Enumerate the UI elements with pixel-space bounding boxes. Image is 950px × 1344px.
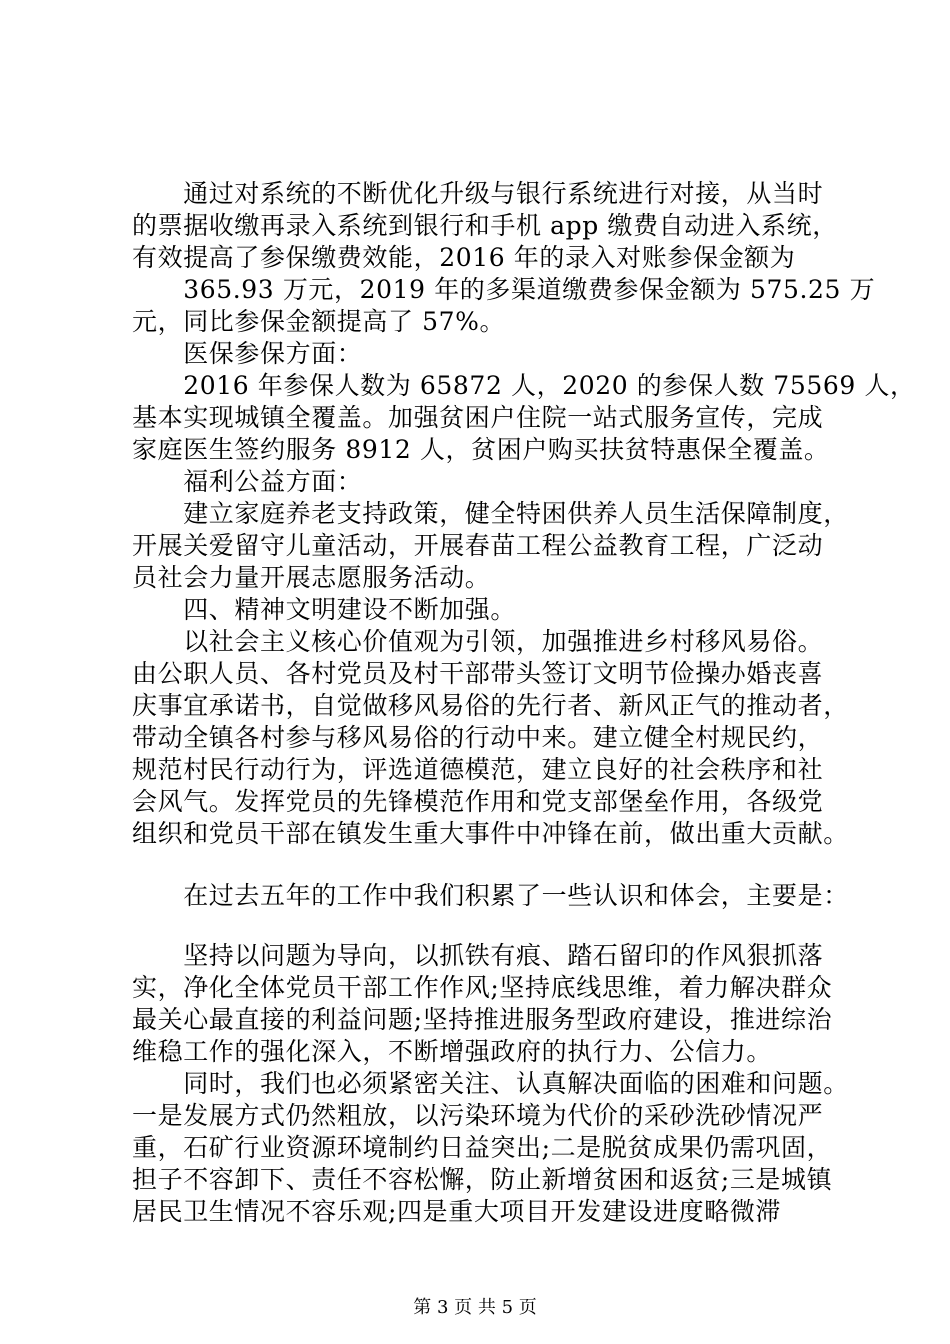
paragraph-line: 福利公益方面： [132,467,363,496]
paragraph-line: 员社会力量开展志愿服务活动。 [132,563,491,592]
paragraph-line: 担子不容卸下、责任不容松懈，防止新增贫困和返贫;三是城镇 [132,1165,833,1194]
paragraph-line: 由公职人员、各村党员及村干部带头签订文明节俭操办婚丧喜 [132,659,824,688]
paragraph-line: 开展关爱留守儿童活动，开展春苗工程公益教育工程，广泛动 [132,531,824,560]
paragraph-line: 以社会主义核心价值观为引领，加强推进乡村移风易俗。 [132,627,824,656]
paragraph-line: 通过对系统的不断优化升级与银行系统进行对接，从当时 [132,179,824,208]
page-footer: 第 3 页 共 5 页 [413,1297,537,1318]
paragraph-line: 四、精神文明建设不断加强。 [132,595,517,624]
paragraph-line: 居民卫生情况不容乐观;四是重大项目开发建设进度略微滞 [132,1197,782,1226]
paragraph-line: 实，净化全体党员干部工作作风;坚持底线思维，着力解决群众 [132,973,833,1002]
paragraph-line: 维稳工作的强化深入，不断增强政府的执行力、公信力。 [132,1037,773,1066]
paragraph-line: 在过去五年的工作中我们积累了一些认识和体会，主要是： [132,881,849,910]
paragraph-line: 重，石矿行业资源环境制约日益突出;二是脱贫成果仍需巩固， [132,1133,833,1162]
paragraph-line: 医保参保方面： [132,339,363,368]
paragraph-line: 有效提高了参保缴费效能，2016 年的录入对账参保金额为 [132,243,796,272]
paragraph-line: 基本实现城镇全覆盖。加强贫困户住院一站式服务宣传，完成 [132,403,824,432]
paragraph-line: 最关心最直接的利益问题;坚持推进服务型政府建设，推进综治 [132,1005,833,1034]
paragraph-line: 庆事宜承诺书，自觉做移风易俗的先行者、新风正气的推动者， [132,691,849,720]
paragraph-line: 会风气。发挥党员的先锋模范作用和党支部堡垒作用，各级党 [132,787,824,816]
paragraph-line: 2016 年参保人数为 65872 人，2020 的参保人数 75569 人， [132,371,916,400]
paragraph-line: 坚持以问题为导向，以抓铁有痕、踏石留印的作风狠抓落 [132,941,824,970]
paragraph-line: 的票据收缴再录入系统到银行和手机 app 缴费自动进入系统， [132,211,838,240]
paragraph-line: 一是发展方式仍然粗放，以污染环境为代价的采砂洗砂情况严 [132,1101,824,1130]
paragraph-line: 规范村民行动行为，评选道德模范，建立良好的社会秩序和社 [132,755,824,784]
paragraph-line: 带动全镇各村参与移风易俗的行动中来。建立健全村规民约， [132,723,824,752]
paragraph-line: 同时，我们也必须紧密关注、认真解决面临的困难和问题。 [132,1069,849,1098]
paragraph-line: 组织和党员干部在镇发生重大事件中冲锋在前，做出重大贡献。 [132,819,849,848]
paragraph-line: 家庭医生签约服务 8912 人，贫困户购买扶贫特惠保全覆盖。 [132,435,830,464]
paragraph-line: 建立家庭养老支持政策，健全特困供养人员生活保障制度， [132,499,849,528]
paragraph-line: 365.93 万元，2019 年的多渠道缴费参保金额为 575.25 万 [132,275,876,304]
paragraph-line: 元，同比参保金额提高了 57%。 [132,307,506,336]
